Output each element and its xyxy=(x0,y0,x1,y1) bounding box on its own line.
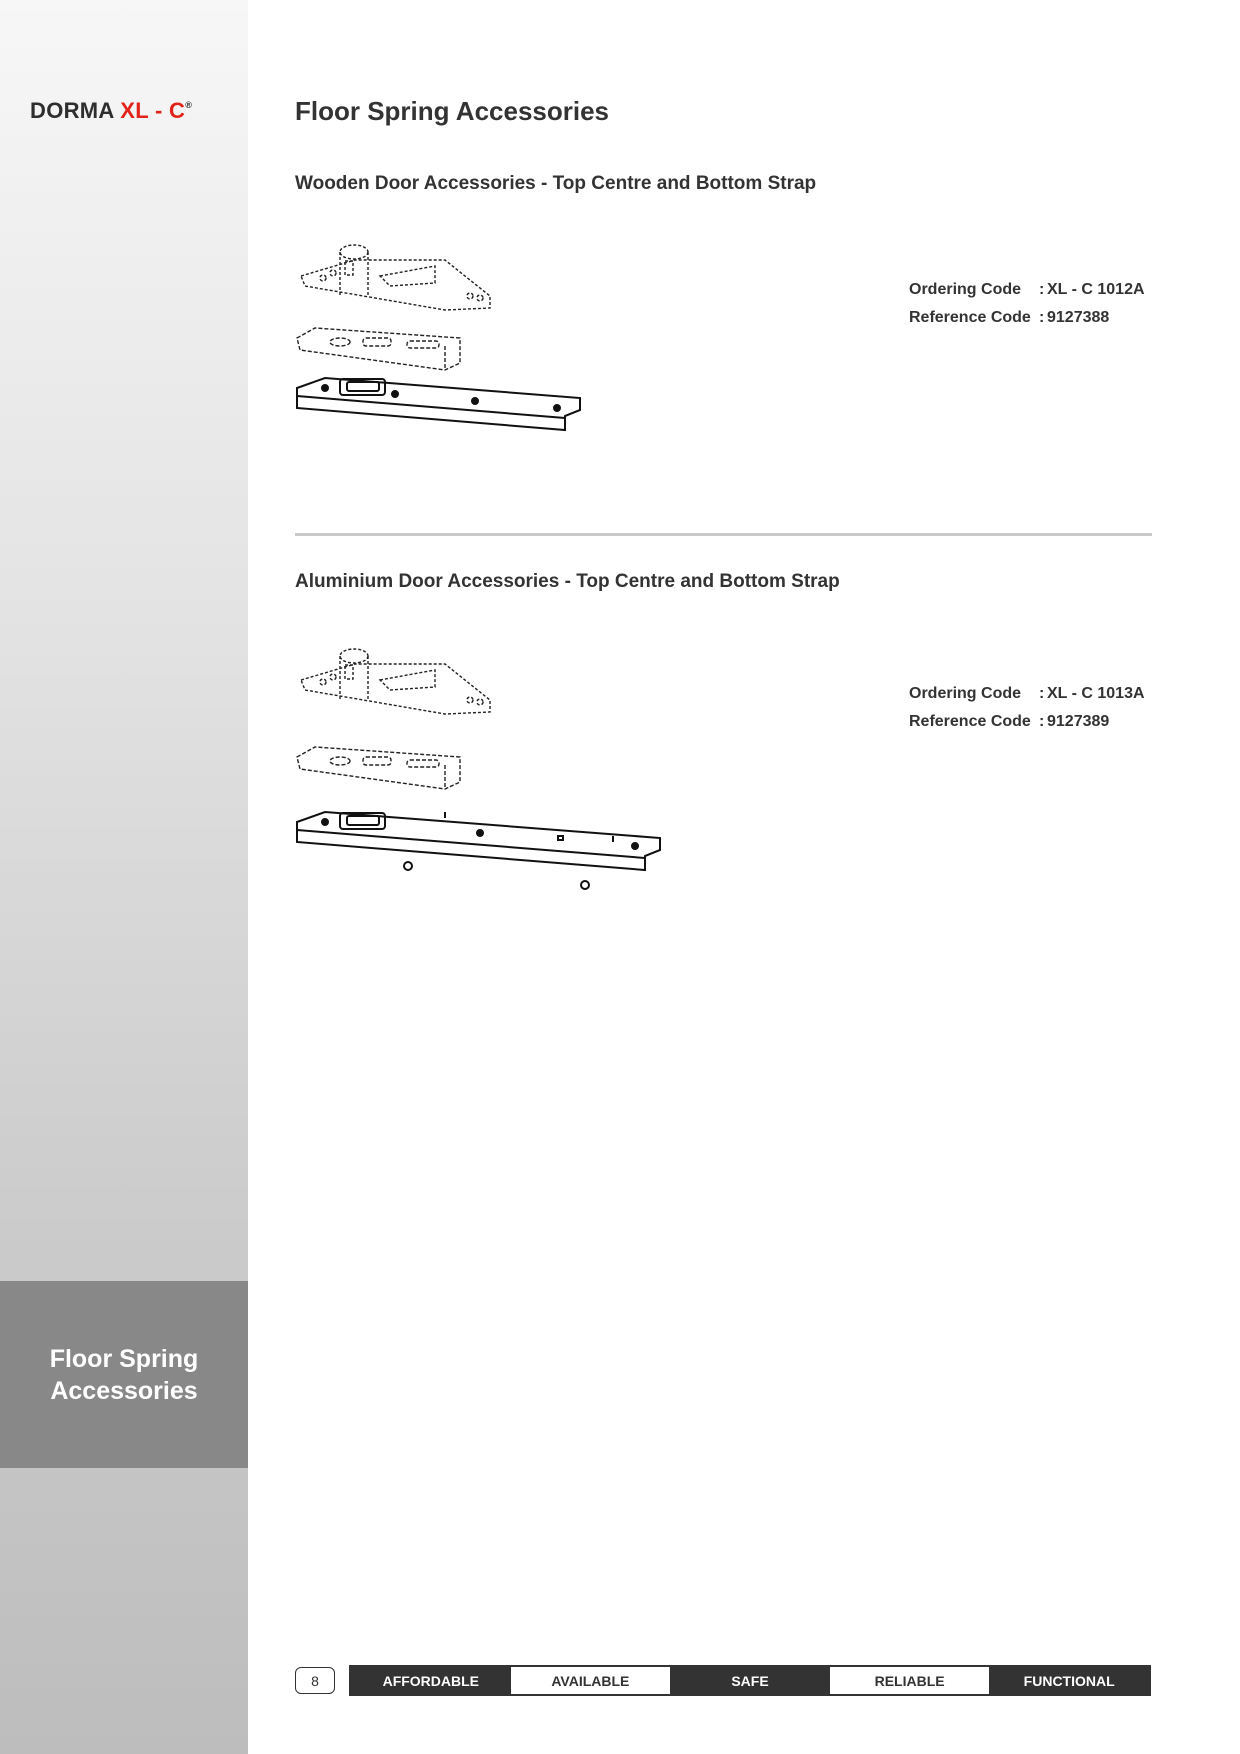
ordering-code-value: XL - C 1013A xyxy=(1047,685,1145,702)
ordering-code-label: Ordering Code xyxy=(909,281,1022,298)
tag-safe: SAFE xyxy=(670,1667,830,1694)
separator: : xyxy=(1039,281,1045,298)
page-title: Floor Spring Accessories xyxy=(295,96,610,126)
reference-code-value: 9127388 xyxy=(1047,309,1110,326)
footer xyxy=(295,1665,1151,1696)
section-divider xyxy=(295,533,1152,536)
separator: : xyxy=(1039,309,1045,326)
reference-code-row xyxy=(909,708,1145,736)
reference-code-value: 9127389 xyxy=(1047,713,1110,730)
sidebar xyxy=(0,0,248,1754)
ordering-code-value: XL - C 1012A xyxy=(1047,281,1145,298)
tag-available: AVAILABLE xyxy=(511,1667,671,1694)
sidebar-section-title-line2: Accessories xyxy=(50,1376,198,1405)
codes-wooden xyxy=(909,276,1145,332)
aluminium-accessories-illustration xyxy=(295,642,675,912)
tag-affordable: AFFORDABLE xyxy=(351,1667,511,1694)
separator: : xyxy=(1039,685,1045,702)
ordering-code-row xyxy=(909,680,1145,708)
tag-reliable: RELIABLE xyxy=(830,1667,990,1694)
ordering-code-row xyxy=(909,276,1145,304)
dorma-logo xyxy=(30,98,192,124)
section-title-aluminium: Aluminium Door Accessories - Top Centre and Bottom Strap xyxy=(295,571,840,592)
logo-registered-mark: ® xyxy=(185,100,193,110)
reference-code-label: Reference Code xyxy=(909,309,1031,326)
codes-aluminium xyxy=(909,680,1145,736)
page-number: 8 xyxy=(295,1667,335,1694)
feature-tag-bar xyxy=(349,1665,1151,1696)
reference-code-row xyxy=(909,304,1145,332)
sidebar-section-title xyxy=(24,1343,224,1407)
tag-functional: FUNCTIONAL xyxy=(989,1667,1149,1694)
reference-code-label: Reference Code xyxy=(909,713,1031,730)
wooden-accessories-illustration xyxy=(295,238,595,488)
logo-brand: DORMA xyxy=(30,98,114,123)
logo-model: XL - C xyxy=(120,98,186,123)
ordering-code-label: Ordering Code xyxy=(909,685,1022,702)
section-title-wooden: Wooden Door Accessories - Top Centre and Bottom Strap xyxy=(295,173,817,194)
separator: : xyxy=(1039,713,1045,730)
sidebar-section-band xyxy=(0,1281,248,1468)
sidebar-section-title-line1: Floor Spring xyxy=(49,1344,199,1373)
